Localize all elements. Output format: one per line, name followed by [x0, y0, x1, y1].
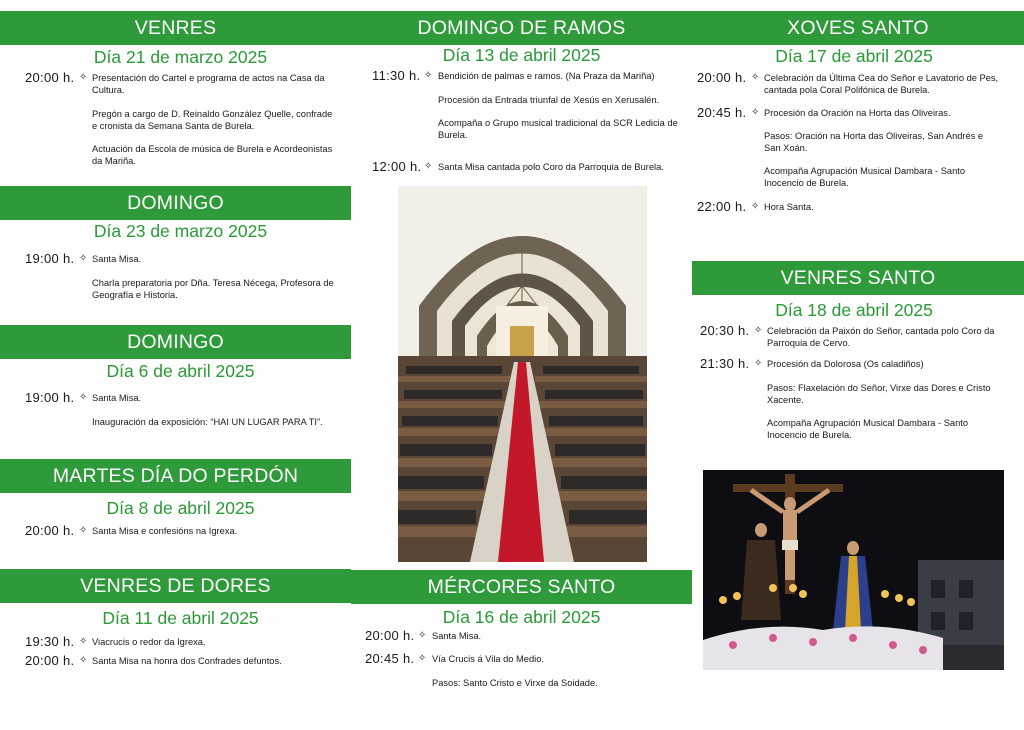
date-venres: Día 21 de marzo 2025 [93, 47, 268, 67]
event-venres-santo-1 [700, 323, 1003, 349]
section-header-domingo-2: DOMINGO [0, 325, 351, 359]
note-domingo-1: Charla preparatoria por Dña. Teresa Nécega, Profesora de Geografía e Historia. [92, 278, 334, 300]
procession-illustration [703, 470, 1004, 670]
note-xoves-1: Pasos: Oración na Horta das Oliveiras, San Andrés e San Xoán. [764, 131, 984, 153]
event-text: Santa Misa cantada polo Coro da Parroquia de Burela. [438, 162, 664, 172]
section-header-xoves: XOVES SANTO [692, 11, 1024, 45]
date-mercores: Día 16 de abril 2025 [442, 607, 601, 627]
event-time: 11:30 h. [372, 68, 421, 83]
bullet-icon: ✧ [754, 325, 763, 336]
event-time: 20:00 h. [365, 628, 415, 643]
event-mercores-1 [365, 628, 675, 643]
church-interior-illustration [398, 186, 647, 562]
bullet-icon: ✧ [79, 636, 88, 647]
event-time: 19:30 h. [25, 634, 75, 649]
bullet-icon: ✧ [418, 630, 427, 641]
event-ramos-1 [372, 68, 682, 83]
note-domingo-2: Inauguración da exposición: “HAI UN LUGAR PARA TI”. [92, 417, 323, 427]
event-text: Presentación do Cartel e programa de actos na Casa da Cultura. [92, 73, 325, 95]
event-text: Hora Santa. [764, 202, 814, 212]
event-time: 20:45 h. [697, 105, 747, 120]
event-text: Procesión da Dolorosa (Os caladiños) [767, 359, 924, 369]
event-martes-1 [25, 523, 340, 538]
date-xoves: Día 17 de abril 2025 [775, 46, 933, 66]
note-xoves-2: Acompaña Agrupación Musical Dambara - Santo Inocencio de Burela. [764, 166, 966, 188]
event-time: 20:00 h. [697, 70, 747, 85]
procession-photo [703, 470, 1004, 670]
event-text: Santa Misa. [432, 631, 482, 641]
event-mercores-2 [365, 651, 675, 666]
event-text: Santa Misa. [92, 254, 142, 264]
event-text: Celebración da Última Cea do Señor e Lavatorio de Pes, cantada pola Coral Polifónica de Burela. [764, 73, 999, 95]
note-ramos-1: Procesión da Entrada triunfal de Xesús en Xerusalén. [438, 95, 660, 105]
event-time: 19:00 h. [25, 390, 75, 405]
note-mercores-1: Pasos: Santo Cristo e Virxe da Soidade. [432, 678, 598, 688]
event-xoves-2 [697, 105, 1001, 120]
date-domingo-1: Día 23 de marzo 2025 [93, 221, 268, 241]
date-venres-santo: Día 18 de abril 2025 [775, 300, 933, 320]
bullet-icon: ✧ [79, 525, 88, 536]
note-venres-santo-2: Acompaña Agrupación Musical Dambara - Santo Inocencio de Burela. [767, 418, 969, 440]
event-text: Viacrucis o redor da Igrexa. [92, 637, 206, 647]
section-header-ramos: DOMINGO DE RAMOS [351, 11, 692, 45]
event-time: 20:00 h. [25, 653, 75, 668]
note-venres-2: Actuación da Escola de música de Burela e Acordeonistas da Mariña. [92, 144, 333, 166]
date-martes: Día 8 de abril 2025 [106, 498, 255, 518]
event-venres-1 [25, 70, 340, 96]
bullet-icon: ✧ [79, 392, 88, 403]
bullet-icon: ✧ [424, 161, 433, 172]
note-venres-1: Pregón a cargo de D. Reinaldo González Quelle, confrade e cronista da Semana Santa de Burela. [92, 109, 333, 131]
bullet-icon: ✧ [424, 70, 433, 81]
event-time: 12:00 h. [372, 159, 422, 174]
bullet-icon: ✧ [751, 201, 760, 212]
event-time: 20:45 h. [365, 651, 415, 666]
date-dores: Día 11 de abril 2025 [102, 608, 259, 628]
bullet-icon: ✧ [79, 655, 88, 666]
event-text: Santa Misa e confesións na Igrexa. [92, 526, 238, 536]
bullet-icon: ✧ [754, 358, 763, 369]
bullet-icon: ✧ [79, 253, 88, 264]
note-venres-santo-1: Pasos: Flaxelación do Señor, Virxe das Dores e Cristo Xacente. [767, 383, 991, 405]
bullet-icon: ✧ [751, 72, 760, 83]
event-text: Celebración da Paixón do Señor, cantada polo Coro da Parroquia de Cervo. [767, 326, 995, 348]
church-interior-photo [398, 186, 647, 562]
event-time: 21:30 h. [700, 356, 750, 371]
bullet-icon: ✧ [751, 107, 760, 118]
event-time: 19:00 h. [25, 251, 75, 266]
section-header-venres: VENRES [0, 11, 351, 45]
event-venres-santo-2 [700, 356, 1003, 371]
section-header-venres-santo: VENRES SANTO [692, 261, 1024, 295]
event-xoves-1 [697, 70, 1001, 96]
event-time: 20:30 h. [700, 323, 750, 338]
event-text: Santa Misa. [92, 393, 142, 403]
bullet-icon: ✧ [418, 653, 427, 664]
event-text: Procesión da Oración na Horta das Oliveiras. [764, 108, 951, 118]
section-header-domingo-1: DOMINGO [0, 186, 351, 220]
section-header-dores: VENRES DE DORES [0, 569, 351, 603]
event-time: 22:00 h. [697, 199, 747, 214]
bullet-icon: ✧ [79, 72, 88, 83]
event-domingo-2 [25, 390, 340, 405]
event-xoves-3 [697, 199, 1001, 214]
date-ramos: Día 13 de abril 2025 [442, 45, 601, 65]
note-ramos-2: Acompaña o Grupo musical tradicional da SCR Ledicia de Burela. [438, 118, 678, 140]
event-text: Bendición de palmas e ramos. (Na Praza da Mariña) [438, 71, 655, 81]
event-time: 20:00 h. [25, 523, 75, 538]
section-header-mercores: MÉRCORES SANTO [351, 570, 692, 604]
event-dores-2 [25, 653, 340, 668]
event-text: Vía Crucis á Vila do Medio. [432, 654, 544, 664]
date-domingo-2: Día 6 de abril 2025 [106, 361, 255, 381]
event-domingo-1 [25, 251, 340, 266]
section-header-martes: MARTES DÍA DO PERDÓN [0, 459, 351, 493]
event-ramos-2 [372, 159, 682, 174]
event-time: 20:00 h. [25, 70, 75, 85]
event-text: Santa Misa na honra dos Confrades defuntos. [92, 656, 282, 666]
event-dores-1 [25, 634, 340, 649]
